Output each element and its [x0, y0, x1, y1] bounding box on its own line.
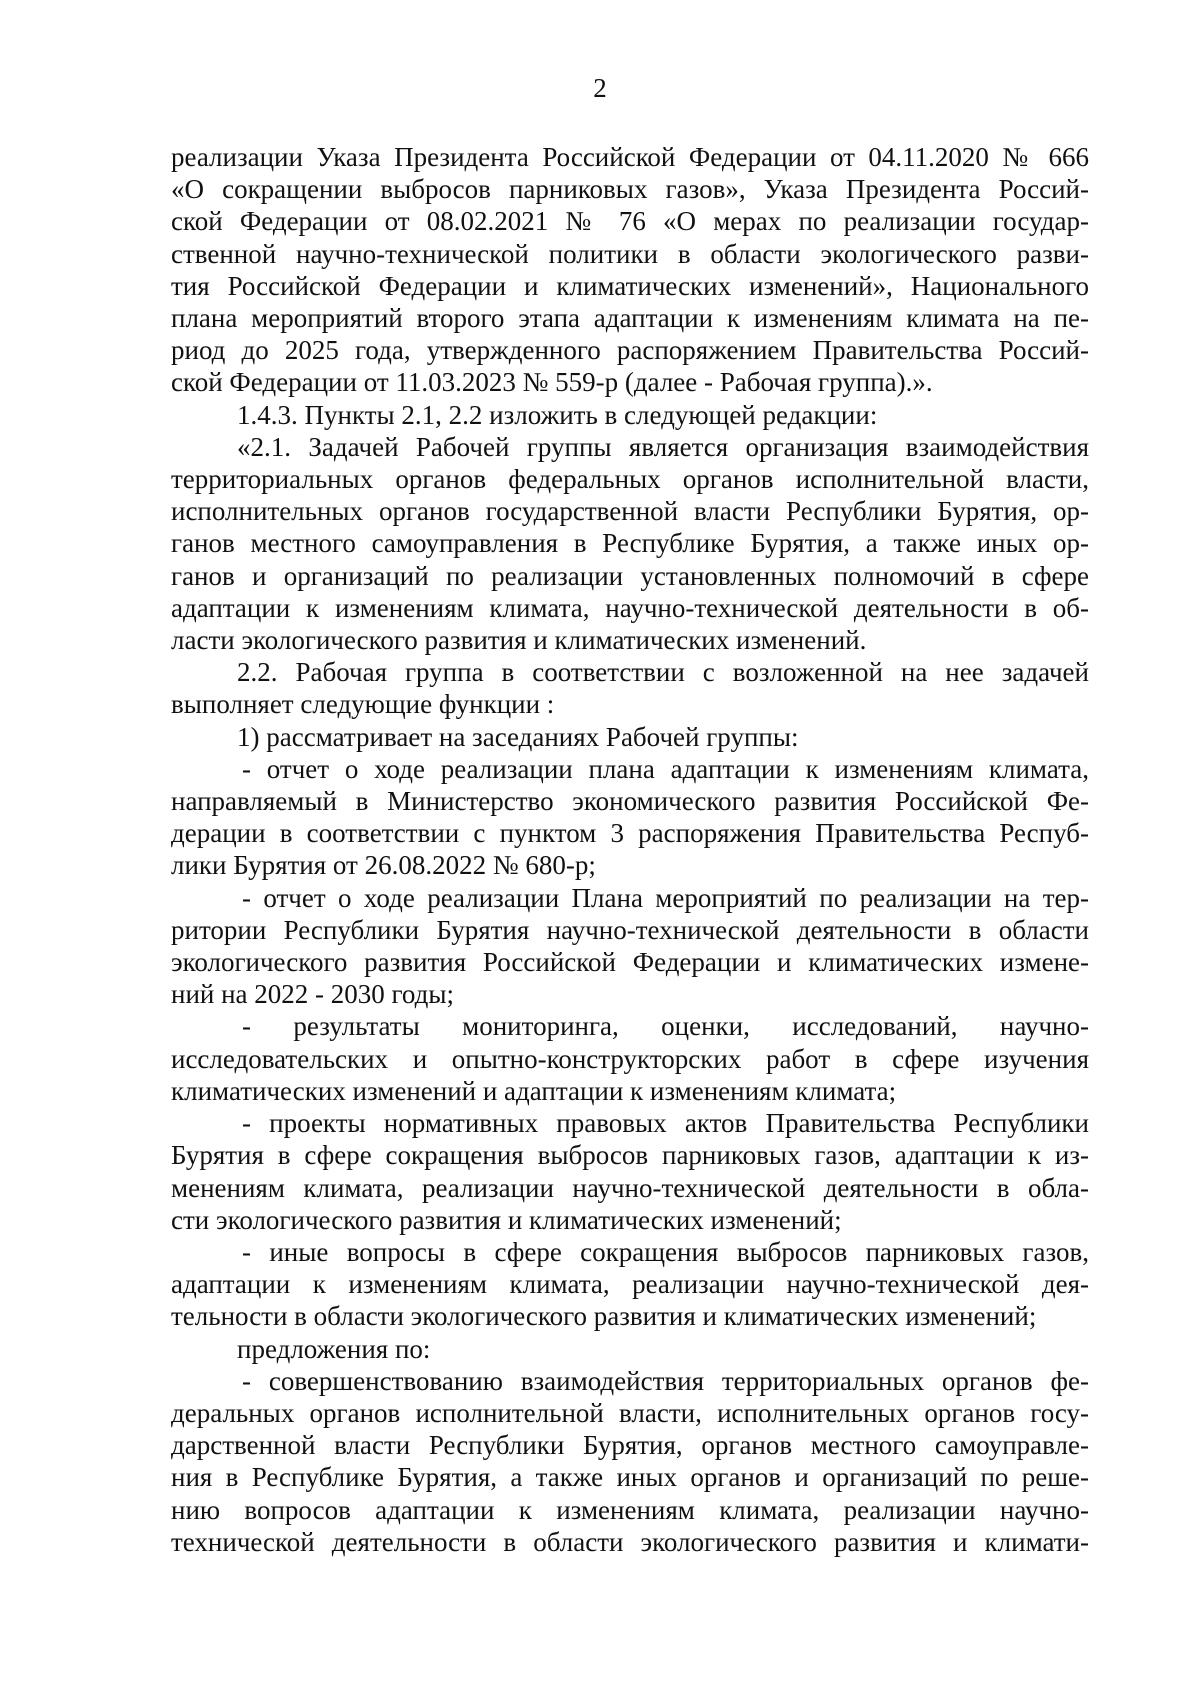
text-line: ской Федерации от 11.03.2023 № 559-р (далее - Рабочая группа).».	[171, 367, 933, 398]
text-line: ганов и организаций по реализации установленных полномочий в сфере	[171, 560, 1089, 591]
text-line: исполнительных органов государственной власти Республики Бурятия, ор-	[171, 496, 1089, 527]
text-line: адаптации к изменениям климата, реализации научно-технической дея-	[171, 1269, 1089, 1300]
text-line: риод до 2025 года, утвержденного распоряжением Правительства Россий-	[171, 335, 1089, 366]
text-line: - иные вопросы в сфере сокращения выбросов парниковых газов,	[242, 1236, 1089, 1267]
text-line: тельности в области экологического развития и климатических изменений;	[171, 1301, 1037, 1332]
text-line: «О сокращении выбросов парниковых газов», Указа Президента Россий-	[171, 174, 1089, 205]
text-line: 1.4.3. Пункты 2.1, 2.2 изложить в следующей редакции:	[237, 399, 878, 430]
text-line: экологического развития Российской Федерации и климатических измене-	[171, 947, 1089, 978]
text-line: - проекты нормативных правовых актов Правительства Республики	[242, 1108, 1089, 1139]
text-line: сти экологического развития и климатических изменений;	[171, 1204, 842, 1235]
text-line: плана мероприятий второго этапа адаптации к изменениям климата на пе-	[171, 303, 1089, 334]
text-line: - отчет о ходе реализации плана адаптации к изменениям климата,	[242, 753, 1089, 784]
text-line: ской Федерации от 08.02.2021 № 76 «О мерах по реализации государ-	[171, 206, 1089, 237]
text-line: ритории Республики Бурятия научно-технической деятельности в области	[171, 914, 1089, 945]
text-line: дерации в соответствии с пунктом 3 распоряжения Правительства Респуб-	[171, 818, 1089, 849]
text-line: ний на 2022 - 2030 годы;	[171, 979, 455, 1010]
text-line: - совершенствованию взаимодействия территориальных органов фе-	[242, 1365, 1089, 1396]
text-line: ственной научно-технической политики в области экологического разви-	[171, 238, 1089, 269]
document-body	[171, 141, 1089, 1558]
page-number: 2	[593, 73, 607, 103]
text-line: реализации Указа Президента Российской Федерации от 04.11.2020 № 666	[171, 142, 1089, 172]
text-line: территориальных органов федеральных органов исполнительной власти,	[171, 464, 1089, 495]
text-line: климатических изменений и адаптации к изменениям климата;	[171, 1075, 897, 1106]
text-line: направляемый в Министерство экономического развития Российской Фе-	[171, 786, 1089, 817]
text-line: нию вопросов адаптации к изменениям климата, реализации научно-	[171, 1494, 1089, 1525]
text-line: тия Российской Федерации и климатических изменений», Национального	[171, 270, 1089, 301]
text-line: ганов местного самоуправления в Республике Бурятия, а также иных ор-	[171, 528, 1089, 559]
text-line: 2.2. Рабочая группа в соответствии с возложенной на нее задачей	[237, 657, 1089, 688]
text-line: - результаты мониторинга, оценки, исследований, научно-	[242, 1011, 1089, 1042]
text-line: Бурятия в сфере сокращения выбросов парниковых газов, адаптации к из-	[171, 1140, 1089, 1171]
text-line: лики Бурятия от 26.08.2022 № 680-р;	[171, 850, 596, 881]
text-line: «2.1. Задачей Рабочей группы является организация взаимодействия	[237, 431, 1089, 462]
text-line: менениям климата, реализации научно-технической деятельности в обла-	[171, 1172, 1089, 1203]
text-line: - отчет о ходе реализации Плана мероприятий по реализации на тер-	[242, 882, 1089, 913]
text-line: дарственной власти Республики Бурятия, органов местного самоуправле-	[171, 1430, 1089, 1461]
text-line: 1) рассматривает на заседаниях Рабочей группы:	[237, 721, 799, 752]
text-line: ласти экологического развития и климатических изменений.	[171, 625, 867, 656]
text-line: ния в Республике Бурятия, а также иных органов и организаций по реше-	[171, 1462, 1089, 1493]
text-line: предложения по:	[237, 1333, 431, 1364]
text-line: адаптации к изменениям климата, научно-технической деятельности в об-	[171, 592, 1089, 623]
text-line: выполняет следующие функции :	[171, 689, 555, 720]
text-line: деральных органов исполнительной власти, исполнительных органов госу-	[171, 1397, 1089, 1428]
text-line: исследовательских и опытно-конструкторских работ в сфере изучения	[171, 1043, 1089, 1074]
text-line: технической деятельности в области экологического развития и климати-	[171, 1526, 1089, 1557]
